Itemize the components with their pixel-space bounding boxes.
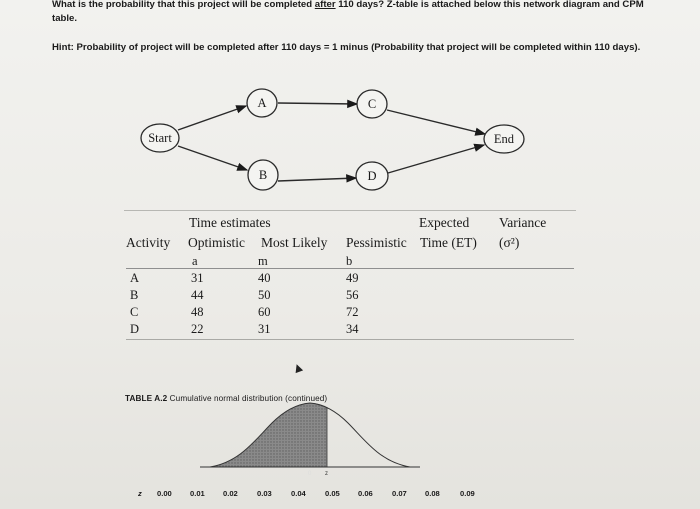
sub-b: b bbox=[346, 254, 353, 268]
cell-b: 72 bbox=[346, 305, 359, 319]
sigma-heading: (σ²) bbox=[499, 235, 520, 250]
curve-label-z: z bbox=[325, 471, 328, 477]
node-start-label: Start bbox=[148, 131, 172, 145]
cell-m: 60 bbox=[258, 305, 271, 319]
time-et-heading: Time (ET) bbox=[420, 235, 477, 250]
cell-activity: C bbox=[130, 305, 139, 319]
curve-label-zero: 0 bbox=[308, 471, 312, 477]
underlined-after: after bbox=[314, 0, 336, 10]
z-col-001: 0.01 bbox=[190, 489, 205, 498]
cell-a: 48 bbox=[191, 305, 204, 319]
time-estimates-heading: Time estimates bbox=[189, 215, 271, 230]
activity-heading: Activity bbox=[126, 235, 171, 250]
ztable-title: TABLE A.2 Cumulative normal distribution (continued) bbox=[125, 394, 328, 403]
z-col-006: 0.06 bbox=[358, 489, 373, 498]
cell-a: 44 bbox=[191, 288, 204, 302]
optimistic-heading: Optimistic bbox=[188, 235, 245, 250]
cell-b: 49 bbox=[346, 271, 359, 285]
node-end-label: End bbox=[493, 132, 515, 146]
z-col-004: 0.04 bbox=[291, 489, 306, 498]
cell-m: 31 bbox=[258, 322, 271, 336]
question-text: What is the probability that this project will be completed after 110 days? Z-table is attached below this network diagram and CPM table. bbox=[52, 0, 644, 24]
node-a-label: A bbox=[257, 96, 267, 110]
cell-m: 50 bbox=[258, 288, 271, 302]
cell-a: 31 bbox=[191, 271, 204, 285]
z-column-heading: z bbox=[138, 489, 142, 498]
z-col-002: 0.02 bbox=[223, 489, 238, 498]
cell-activity: A bbox=[130, 271, 140, 285]
z-col-005: 0.05 bbox=[325, 489, 340, 498]
shaded-area bbox=[210, 403, 327, 467]
cell-b: 34 bbox=[346, 322, 359, 336]
sub-m: m bbox=[258, 254, 268, 268]
cell-m: 40 bbox=[258, 271, 271, 285]
z-col-003: 0.03 bbox=[257, 489, 272, 498]
node-b-label: B bbox=[258, 168, 268, 182]
variance-heading: Variance bbox=[499, 215, 547, 230]
pessimistic-heading: Pessimistic bbox=[346, 235, 407, 250]
cell-b: 56 bbox=[346, 288, 359, 302]
sub-a: a bbox=[192, 254, 198, 268]
node-c-label: C bbox=[367, 97, 377, 111]
z-col-008: 0.08 bbox=[425, 489, 440, 498]
cell-a: 22 bbox=[191, 322, 204, 336]
cell-activity: D bbox=[130, 322, 140, 336]
hint-text: Hint: Probability of project will be completed after 110 days = 1 minus (Probability that project will be completed within 110 days). bbox=[52, 42, 641, 53]
expected-heading: Expected bbox=[419, 215, 470, 230]
z-col-009: 0.09 bbox=[460, 489, 475, 498]
node-d-label: D bbox=[367, 169, 377, 183]
cell-activity: B bbox=[130, 288, 139, 302]
most-likely-heading: Most Likely bbox=[261, 235, 328, 250]
z-col-000: 0.00 bbox=[157, 489, 172, 498]
z-col-007: 0.07 bbox=[392, 489, 407, 498]
